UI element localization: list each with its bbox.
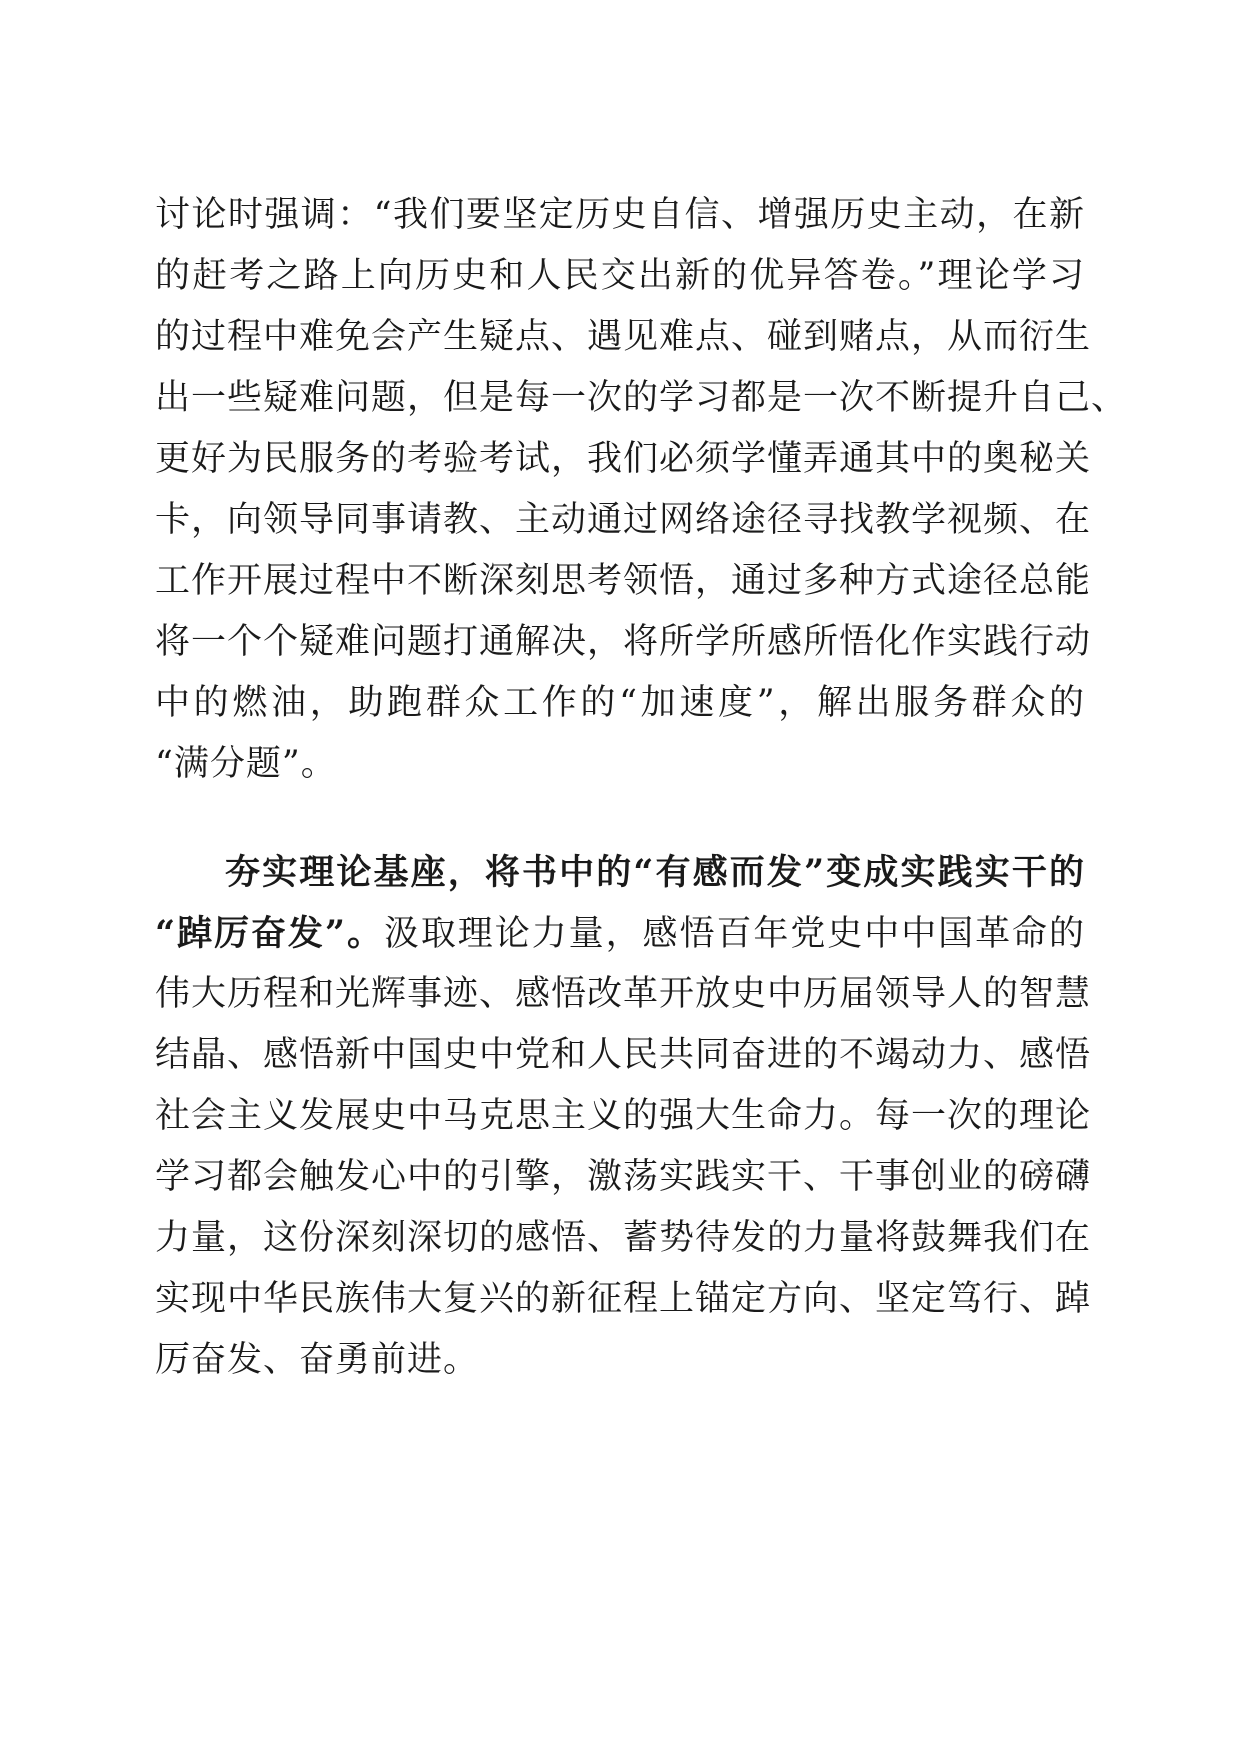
paragraph-1 — [155, 185, 1128, 795]
paragraph-line: 伟大历程和光辉事迹、感悟改革开放史中历届领导人的智慧 — [155, 974, 1092, 1014]
paragraph-line: 工作开展过程中不断深刻思考领悟，通过多种方式途径总能 — [155, 561, 1092, 601]
paragraph-text: 汲取理论力量，感悟百年党史中中国革命的 — [383, 914, 1085, 954]
paragraph-line: 讨论时强调：“我们要坚定历史自信、增强历史主动，在新 — [155, 195, 1085, 235]
paragraph-line: 力量，这份深刻深切的感悟、蓄势待发的力量将鼓舞我们在 — [155, 1218, 1092, 1258]
paragraph-line: 出一些疑难问题，但是每一次的学习都是一次不断提升自己、 — [155, 378, 1128, 418]
paragraph-line: 的过程中难免会产生疑点、遇见难点、碰到赌点，从而衍生 — [155, 317, 1092, 357]
paragraph-line: 实现中华民族伟大复兴的新征程上锚定方向、坚定笃行、踔 — [155, 1279, 1092, 1319]
paragraph-line: 中的燃油，助跑群众工作的“加速度”，解出服务群众的 — [155, 683, 1085, 723]
paragraph-lead-text: 夯实理论基座，将书中的“有感而发”变成实践实干的 — [225, 852, 1086, 893]
paragraph-line — [155, 903, 1085, 964]
paragraph-lead-text: “踔厉奋发”。 — [155, 913, 384, 954]
paragraph-line: 卡，向领导同事请教、主动通过网络途径寻找教学视频、在 — [155, 500, 1092, 540]
paragraph-2 — [155, 842, 1092, 1391]
paragraph-line: 更好为民服务的考验考试，我们必须学懂弄通其中的奥秘关 — [155, 439, 1092, 479]
paragraph-line: 结晶、感悟新中国史中党和人民共同奋进的不竭动力、感悟 — [155, 1035, 1092, 1075]
paragraph-line: 的赶考之路上向历史和人民交出新的优异答卷。”理论学习 — [155, 256, 1085, 296]
paragraph-line: 社会主义发展史中马克思主义的强大生命力。每一次的理论 — [155, 1096, 1092, 1136]
paragraph-line: 将一个个疑难问题打通解决，将所学所感所悟化作实践行动 — [155, 622, 1092, 662]
paragraph-heading-line — [155, 842, 1085, 903]
paragraph-line: 学习都会触发心中的引擎，激荡实践实干、干事创业的磅礴 — [155, 1157, 1092, 1197]
paragraph-line: “满分题”。 — [155, 744, 337, 784]
paragraph-line: 厉奋发、奋勇前进。 — [155, 1340, 480, 1380]
